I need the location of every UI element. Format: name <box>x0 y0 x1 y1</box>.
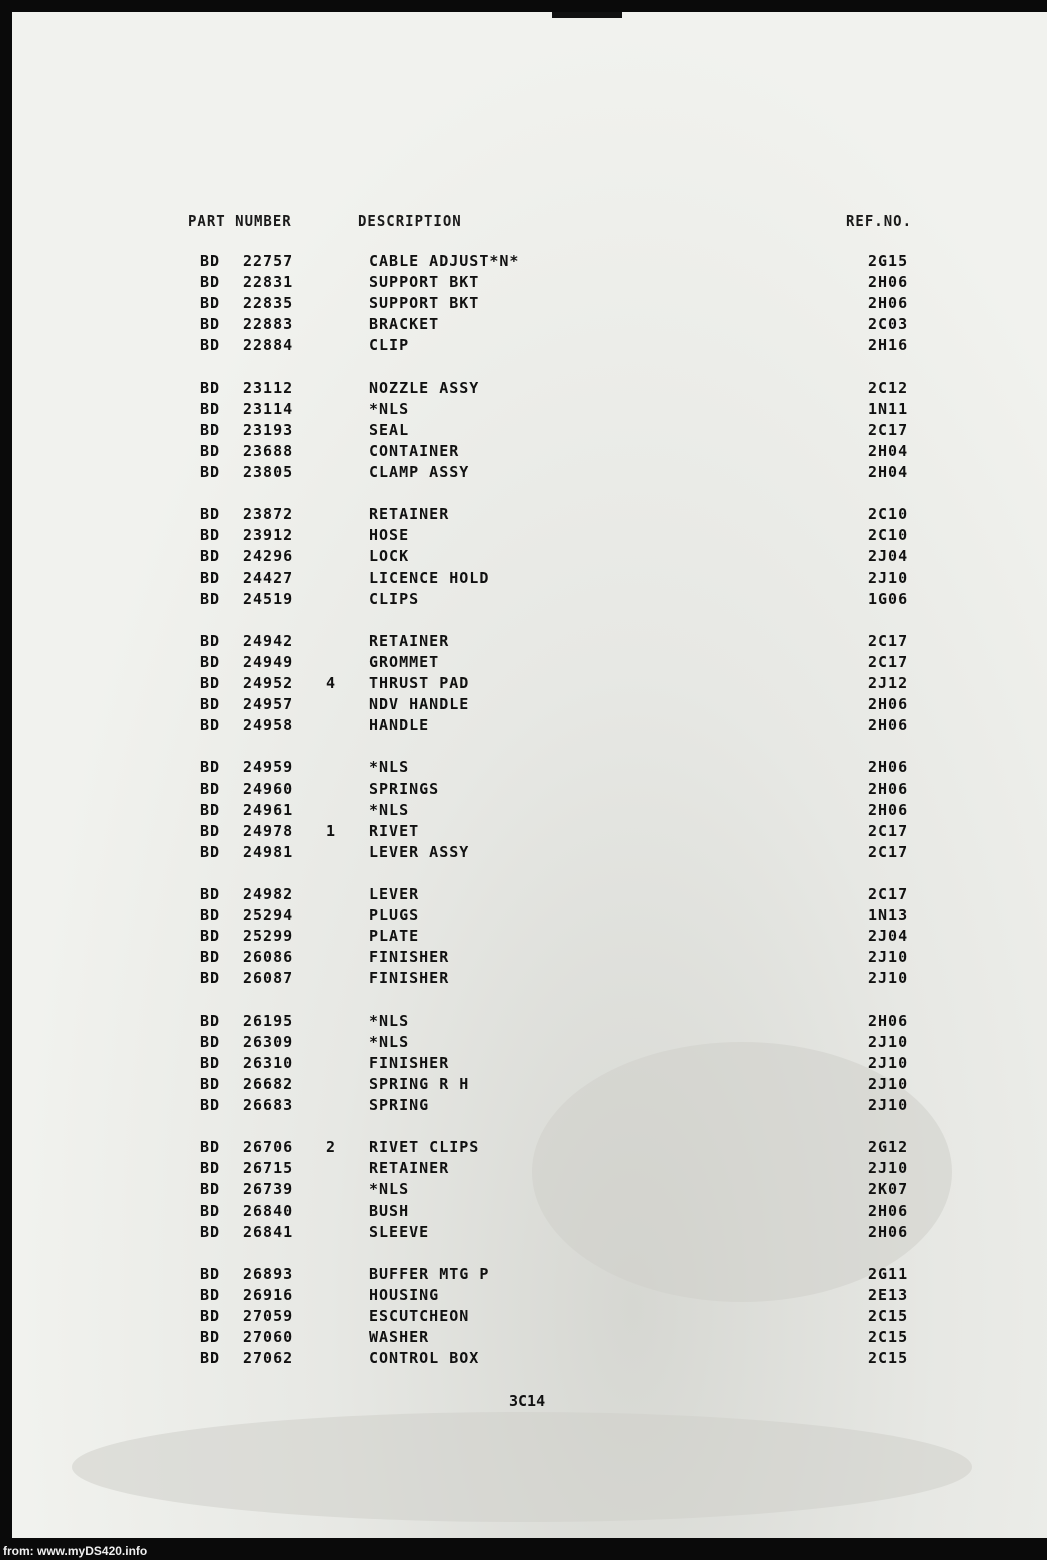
part-description: RIVET <box>369 822 420 840</box>
part-description: WASHER <box>369 1328 430 1346</box>
part-description: PLATE <box>369 927 420 945</box>
parts-row <box>12 463 1047 484</box>
part-number: 23912 <box>243 526 294 544</box>
part-prefix: BD <box>200 695 221 713</box>
part-ref-no: 2J10 <box>868 1075 909 1093</box>
part-ref-no: 2H06 <box>868 716 909 734</box>
part-number: 23872 <box>243 505 294 523</box>
parts-row <box>12 442 1047 463</box>
part-number: 23193 <box>243 421 294 439</box>
part-number: 26309 <box>243 1033 294 1051</box>
part-ref-no: 2J10 <box>868 969 909 987</box>
part-ref-no: 2H04 <box>868 442 909 460</box>
parts-row <box>12 758 1047 779</box>
part-prefix: BD <box>200 273 221 291</box>
part-description: GROMMET <box>369 653 440 671</box>
part-prefix: BD <box>200 948 221 966</box>
parts-row <box>12 1159 1047 1180</box>
parts-row <box>12 843 1047 864</box>
part-prefix: BD <box>200 336 221 354</box>
part-number: 22883 <box>243 315 294 333</box>
part-prefix: BD <box>200 969 221 987</box>
part-number: 24957 <box>243 695 294 713</box>
part-number: 24961 <box>243 801 294 819</box>
parts-row <box>12 590 1047 611</box>
parts-row <box>12 1223 1047 1244</box>
parts-row <box>12 1033 1047 1054</box>
part-description: *NLS <box>369 1012 410 1030</box>
parts-row <box>12 632 1047 653</box>
part-description: HANDLE <box>369 716 430 734</box>
part-prefix: BD <box>200 780 221 798</box>
part-ref-no: 2J04 <box>868 547 909 565</box>
part-ref-no: 2J12 <box>868 674 909 692</box>
part-ref-no: 2C10 <box>868 526 909 544</box>
part-number: 23688 <box>243 442 294 460</box>
part-number: 23112 <box>243 379 294 397</box>
part-ref-no: 2H06 <box>868 294 909 312</box>
parts-row <box>12 653 1047 674</box>
part-description: FINISHER <box>369 969 450 987</box>
part-description: CABLE ADJUST*N* <box>369 252 520 270</box>
part-prefix: BD <box>200 1096 221 1114</box>
part-number: 26916 <box>243 1286 294 1304</box>
part-description: RETAINER <box>369 505 450 523</box>
parts-row <box>12 780 1047 801</box>
header-ref-no: REF.NO. <box>846 213 913 231</box>
part-prefix: BD <box>200 801 221 819</box>
parts-row <box>12 969 1047 990</box>
part-ref-no: 2H06 <box>868 273 909 291</box>
part-ref-no: 2C15 <box>868 1307 909 1325</box>
part-quantity: 4 <box>326 674 337 692</box>
part-ref-no: 2H06 <box>868 801 909 819</box>
part-ref-no: 2H06 <box>868 780 909 798</box>
part-description: SPRINGS <box>369 780 440 798</box>
part-description: CONTAINER <box>369 442 460 460</box>
part-prefix: BD <box>200 294 221 312</box>
part-number: 24942 <box>243 632 294 650</box>
part-prefix: BD <box>200 1307 221 1325</box>
part-ref-no: 2C17 <box>868 843 909 861</box>
part-description: FINISHER <box>369 948 450 966</box>
header-description: DESCRIPTION <box>358 213 462 231</box>
part-prefix: BD <box>200 843 221 861</box>
parts-row <box>12 1096 1047 1117</box>
part-number: 24427 <box>243 569 294 587</box>
part-ref-no: 2C03 <box>868 315 909 333</box>
part-ref-no: 2C17 <box>868 421 909 439</box>
part-prefix: BD <box>200 653 221 671</box>
part-ref-no: 2J10 <box>868 1033 909 1051</box>
part-number: 27060 <box>243 1328 294 1346</box>
part-prefix: BD <box>200 1075 221 1093</box>
parts-row <box>12 1180 1047 1201</box>
source-footer: from: www.myDS420.info <box>3 1544 148 1558</box>
page-number: 3C14 <box>509 1392 546 1410</box>
part-prefix: BD <box>200 569 221 587</box>
part-description: *NLS <box>369 400 410 418</box>
part-number: 24960 <box>243 780 294 798</box>
parts-row <box>12 1012 1047 1033</box>
part-prefix: BD <box>200 822 221 840</box>
part-number: 26087 <box>243 969 294 987</box>
header-part-number: PART NUMBER <box>188 213 292 231</box>
part-prefix: BD <box>200 1265 221 1283</box>
part-number: 24959 <box>243 758 294 776</box>
part-prefix: BD <box>200 421 221 439</box>
part-ref-no: 2G12 <box>868 1138 909 1156</box>
part-prefix: BD <box>200 442 221 460</box>
parts-row <box>12 379 1047 400</box>
part-number: 26706 <box>243 1138 294 1156</box>
part-number: 25294 <box>243 906 294 924</box>
parts-row <box>12 336 1047 357</box>
part-description: BRACKET <box>369 315 440 333</box>
part-description: ESCUTCHEON <box>369 1307 470 1325</box>
parts-row <box>12 1054 1047 1075</box>
part-prefix: BD <box>200 590 221 608</box>
parts-row <box>12 801 1047 822</box>
parts-row <box>12 505 1047 526</box>
part-description: SEAL <box>369 421 410 439</box>
part-description: LEVER ASSY <box>369 843 470 861</box>
part-number: 26310 <box>243 1054 294 1072</box>
parts-row <box>12 906 1047 927</box>
parts-row <box>12 674 1047 695</box>
part-number: 26841 <box>243 1223 294 1241</box>
parts-row <box>12 1307 1047 1328</box>
part-ref-no: 2H06 <box>868 1223 909 1241</box>
parts-row <box>12 1349 1047 1370</box>
part-number: 24978 <box>243 822 294 840</box>
part-number: 26739 <box>243 1180 294 1198</box>
parts-row <box>12 948 1047 969</box>
parts-row <box>12 315 1047 336</box>
part-description: RETAINER <box>369 1159 450 1177</box>
part-number: 24952 <box>243 674 294 692</box>
part-prefix: BD <box>200 1328 221 1346</box>
part-description: NDV HANDLE <box>369 695 470 713</box>
part-ref-no: 2G11 <box>868 1265 909 1283</box>
parts-row <box>12 547 1047 568</box>
part-prefix: BD <box>200 716 221 734</box>
part-description: THRUST PAD <box>369 674 470 692</box>
part-number: 24296 <box>243 547 294 565</box>
part-prefix: BD <box>200 885 221 903</box>
part-prefix: BD <box>200 632 221 650</box>
parts-row <box>12 400 1047 421</box>
part-ref-no: 2J10 <box>868 1159 909 1177</box>
part-description: CLAMP ASSY <box>369 463 470 481</box>
parts-row <box>12 569 1047 590</box>
part-prefix: BD <box>200 463 221 481</box>
parts-row <box>12 1328 1047 1349</box>
parts-row <box>12 1075 1047 1096</box>
part-prefix: BD <box>200 379 221 397</box>
part-quantity: 2 <box>326 1138 337 1156</box>
part-number: 26683 <box>243 1096 294 1114</box>
part-prefix: BD <box>200 1159 221 1177</box>
part-description: RETAINER <box>369 632 450 650</box>
parts-row <box>12 1202 1047 1223</box>
part-description: HOUSING <box>369 1286 440 1304</box>
part-prefix: BD <box>200 1012 221 1030</box>
part-number: 23805 <box>243 463 294 481</box>
part-prefix: BD <box>200 1180 221 1198</box>
part-ref-no: 2J10 <box>868 569 909 587</box>
parts-row <box>12 294 1047 315</box>
part-description: NOZZLE ASSY <box>369 379 480 397</box>
part-number: 22884 <box>243 336 294 354</box>
part-description: SPRING R H <box>369 1075 470 1093</box>
part-number: 22831 <box>243 273 294 291</box>
scan-smudge <box>72 1412 972 1522</box>
part-number: 26682 <box>243 1075 294 1093</box>
part-number: 24958 <box>243 716 294 734</box>
parts-row <box>12 1286 1047 1307</box>
parts-row <box>12 885 1047 906</box>
part-ref-no: 2C17 <box>868 885 909 903</box>
part-ref-no: 2C15 <box>868 1328 909 1346</box>
part-number: 26715 <box>243 1159 294 1177</box>
parts-row <box>12 1265 1047 1286</box>
part-ref-no: 2H06 <box>868 1202 909 1220</box>
part-description: SUPPORT BKT <box>369 273 480 291</box>
part-ref-no: 2H06 <box>868 1012 909 1030</box>
part-ref-no: 2C17 <box>868 632 909 650</box>
part-number: 26840 <box>243 1202 294 1220</box>
part-number: 23114 <box>243 400 294 418</box>
part-prefix: BD <box>200 400 221 418</box>
part-prefix: BD <box>200 906 221 924</box>
part-description: PLUGS <box>369 906 420 924</box>
part-prefix: BD <box>200 526 221 544</box>
part-quantity: 1 <box>326 822 337 840</box>
part-prefix: BD <box>200 1054 221 1072</box>
parts-row <box>12 273 1047 294</box>
part-ref-no: 2J04 <box>868 927 909 945</box>
part-description: *NLS <box>369 1180 410 1198</box>
part-description: SUPPORT BKT <box>369 294 480 312</box>
part-number: 22757 <box>243 252 294 270</box>
part-ref-no: 1N11 <box>868 400 909 418</box>
part-prefix: BD <box>200 252 221 270</box>
part-ref-no: 1N13 <box>868 906 909 924</box>
part-number: 24982 <box>243 885 294 903</box>
parts-row <box>12 716 1047 737</box>
part-prefix: BD <box>200 1286 221 1304</box>
part-number: 26086 <box>243 948 294 966</box>
parts-row <box>12 421 1047 442</box>
page-edge-tear <box>552 12 622 18</box>
part-ref-no: 2J10 <box>868 1054 909 1072</box>
part-prefix: BD <box>200 1223 221 1241</box>
part-ref-no: 2C15 <box>868 1349 909 1367</box>
part-number: 22835 <box>243 294 294 312</box>
part-ref-no: 2C17 <box>868 822 909 840</box>
parts-row <box>12 252 1047 273</box>
part-prefix: BD <box>200 315 221 333</box>
part-ref-no: 2G15 <box>868 252 909 270</box>
part-prefix: BD <box>200 927 221 945</box>
part-description: CLIPS <box>369 590 420 608</box>
part-description: CONTROL BOX <box>369 1349 480 1367</box>
parts-row <box>12 927 1047 948</box>
parts-row <box>12 526 1047 547</box>
part-ref-no: 2K07 <box>868 1180 909 1198</box>
part-number: 27062 <box>243 1349 294 1367</box>
part-prefix: BD <box>200 758 221 776</box>
parts-row <box>12 822 1047 843</box>
part-description: SPRING <box>369 1096 430 1114</box>
part-ref-no: 2C10 <box>868 505 909 523</box>
part-description: *NLS <box>369 758 410 776</box>
part-ref-no: 2H06 <box>868 695 909 713</box>
part-description: CLIP <box>369 336 410 354</box>
part-number: 24519 <box>243 590 294 608</box>
part-ref-no: 1G06 <box>868 590 909 608</box>
part-description: FINISHER <box>369 1054 450 1072</box>
part-number: 26893 <box>243 1265 294 1283</box>
part-prefix: BD <box>200 547 221 565</box>
part-number: 27059 <box>243 1307 294 1325</box>
part-description: *NLS <box>369 801 410 819</box>
part-number: 24981 <box>243 843 294 861</box>
part-description: HOSE <box>369 526 410 544</box>
part-ref-no: 2H04 <box>868 463 909 481</box>
part-prefix: BD <box>200 505 221 523</box>
document-page <box>12 12 1047 1538</box>
part-description: BUFFER MTG P <box>369 1265 490 1283</box>
part-prefix: BD <box>200 1202 221 1220</box>
part-number: 26195 <box>243 1012 294 1030</box>
part-description: BUSH <box>369 1202 410 1220</box>
part-ref-no: 2H06 <box>868 758 909 776</box>
part-ref-no: 2H16 <box>868 336 909 354</box>
part-prefix: BD <box>200 1138 221 1156</box>
part-description: LEVER <box>369 885 420 903</box>
parts-row <box>12 695 1047 716</box>
part-ref-no: 2C17 <box>868 653 909 671</box>
part-number: 24949 <box>243 653 294 671</box>
part-prefix: BD <box>200 1349 221 1367</box>
part-ref-no: 2J10 <box>868 1096 909 1114</box>
part-description: RIVET CLIPS <box>369 1138 480 1156</box>
part-description: LOCK <box>369 547 410 565</box>
parts-row <box>12 1138 1047 1159</box>
part-ref-no: 2E13 <box>868 1286 909 1304</box>
part-description: *NLS <box>369 1033 410 1051</box>
part-prefix: BD <box>200 1033 221 1051</box>
part-ref-no: 2C12 <box>868 379 909 397</box>
part-prefix: BD <box>200 674 221 692</box>
part-number: 25299 <box>243 927 294 945</box>
part-ref-no: 2J10 <box>868 948 909 966</box>
part-description: SLEEVE <box>369 1223 430 1241</box>
part-description: LICENCE HOLD <box>369 569 490 587</box>
